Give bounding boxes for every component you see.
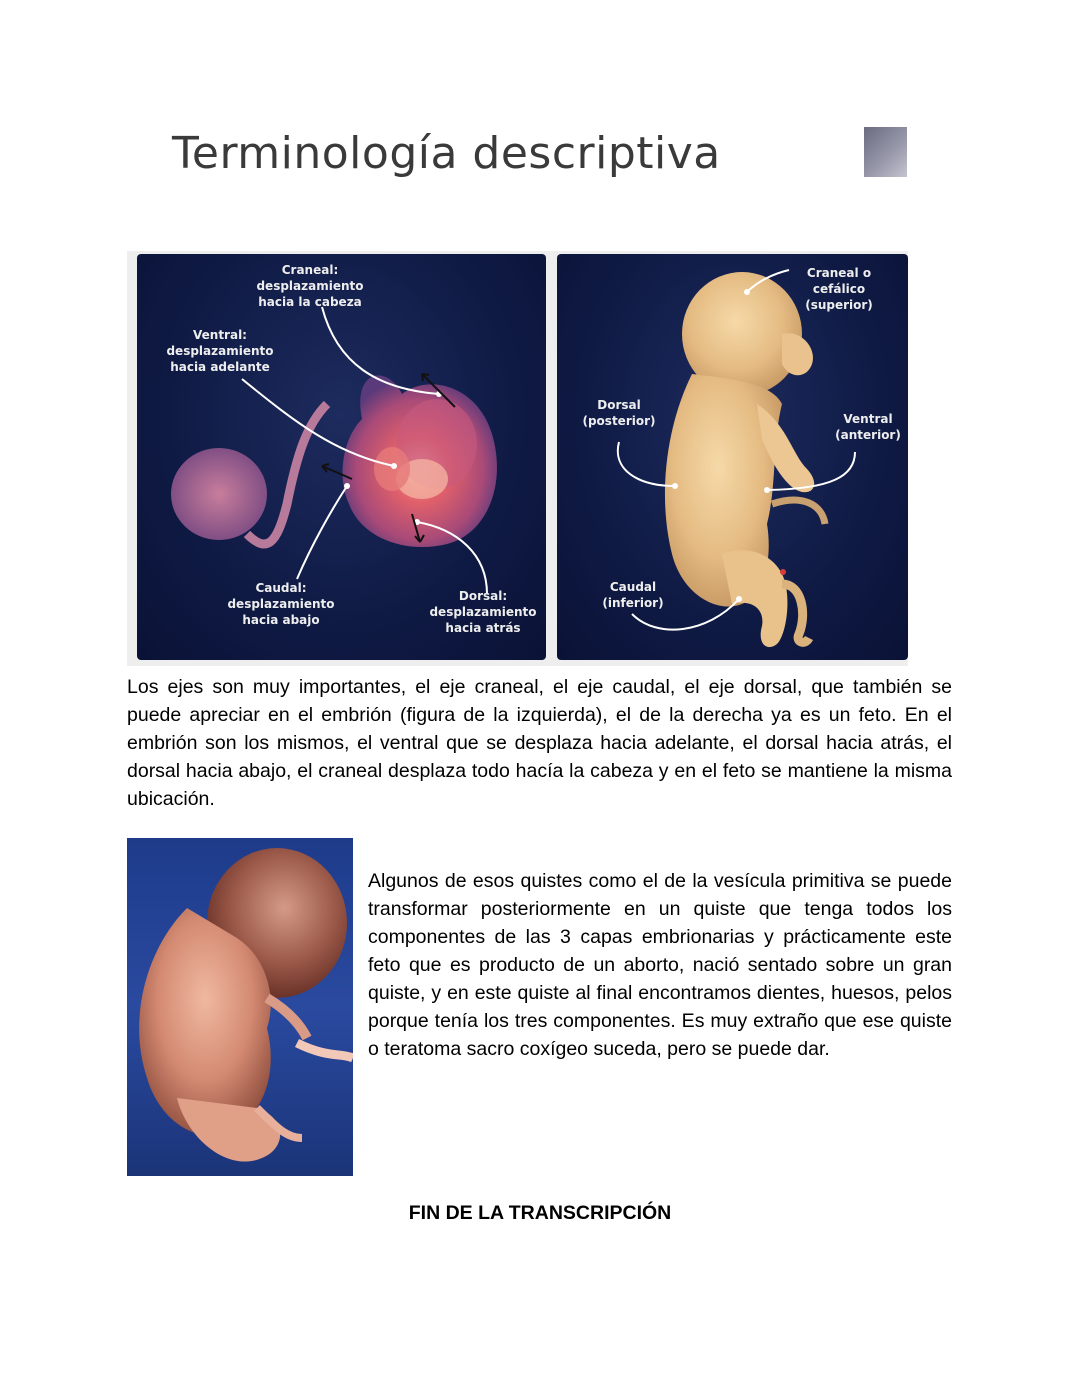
fetus-label-craneal: Craneal o cefálico (superior)	[805, 266, 873, 312]
fetus-label-caudal: Caudal (inferior)	[602, 580, 664, 610]
paragraph-axes: Los ejes son muy importantes, el eje craneal, el eje caudal, el eje dorsal, que también se puede apreciar en el embrión (figura de la izquierda), el de la derecha ya es un feto. En el embrión son los mismos, el ventral que se desplaza hacia adelante, el dorsal hacia atrás, el dorsal hacia abajo, el craneal desplaza todo hacía la cabeza y en el feto se mantiene la misma ubicación.	[127, 676, 952, 810]
embryo-label-dorsal: Dorsal: desplazamiento hacia atrás	[429, 589, 537, 635]
axis-figures	[127, 251, 908, 666]
embryo-label-caudal: Caudal: desplazamiento hacia abajo	[227, 581, 335, 627]
fetus-teratoma-photo	[127, 838, 353, 1176]
embryo-panel	[137, 254, 546, 660]
end-of-transcription: FIN DE LA TRANSCRIPCIÓN	[408, 1202, 672, 1224]
embryo-label-craneal: Craneal: desplazamiento hacia la cabeza	[256, 263, 364, 309]
yolk-sac	[171, 448, 267, 540]
fetus-panel	[557, 254, 908, 660]
fetus-label-ventral: Ventral (anterior)	[835, 412, 901, 442]
fetus-label-dorsal: Dorsal (posterior)	[582, 398, 656, 428]
paragraph-teratoma: Algunos de esos quistes como el de la vesícula primitiva se puede transformar posteriormente en un quiste que tenga todos los componentes de las 3 capas embrionarias y prácticamente este feto que es producto de un aborto, nació sentado sobre un gran quiste, y en este quiste al final encontramos dientes, huesos, pelos porque tenía los tres componentes. Es muy extraño que ese quiste o teratoma sacro coxígeo suceda, pero se puede dar.	[368, 870, 952, 1060]
teratoma-illustration	[127, 838, 353, 1176]
embryo-label-ventral: Ventral: desplazamiento hacia adelante	[166, 328, 274, 374]
slide-thumbnail	[864, 127, 907, 177]
slide-title: Terminología descriptiva	[172, 128, 721, 179]
